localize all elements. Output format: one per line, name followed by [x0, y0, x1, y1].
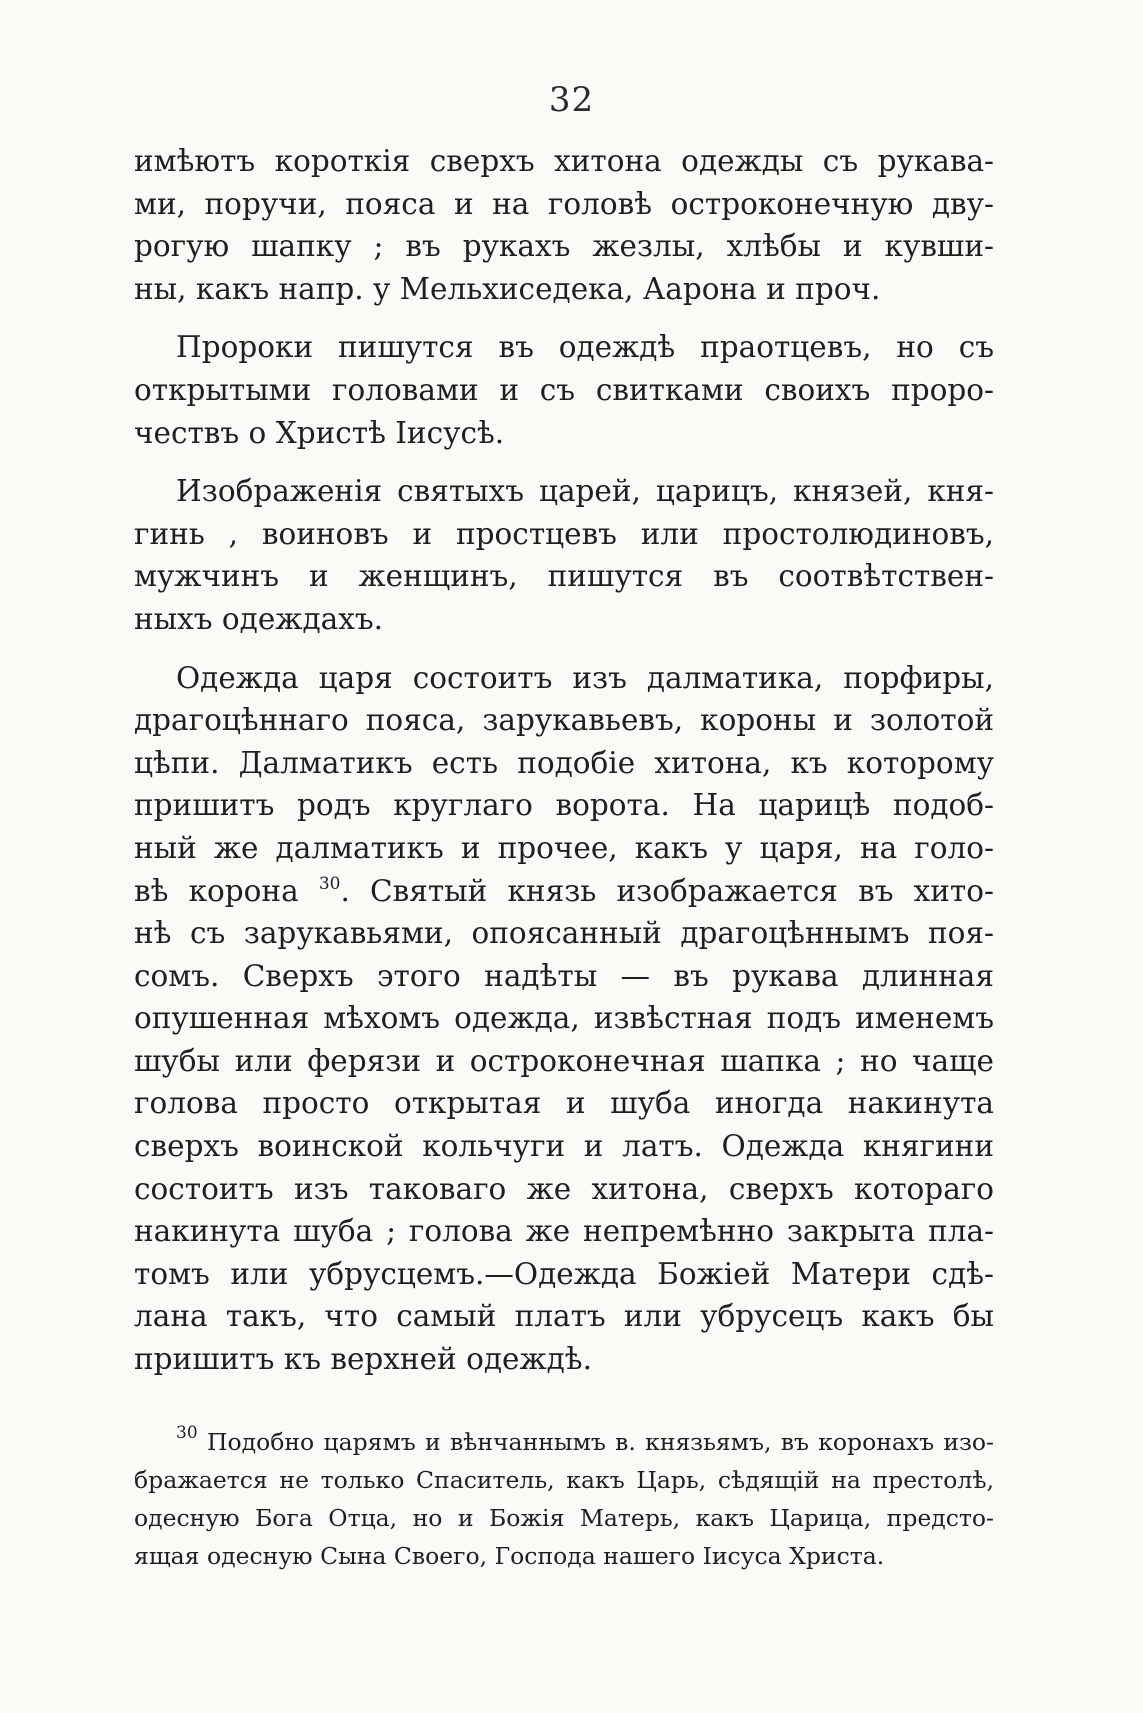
- text-line: ный же далматикъ и прочее, какъ у царя, на голо-: [134, 830, 994, 865]
- text-line: рогую шапку ; въ рукахъ жезлы, хлѣбы и кувши-: [134, 229, 994, 264]
- body-text: [134, 140, 994, 1381]
- text-line: чествъ о Христѣ Іисусѣ.: [134, 415, 505, 450]
- text-fragment: . Святый князь изображается въ хито-: [340, 873, 994, 908]
- text-line: накинута шуба ; голова же непремѣнно закрыта пла-: [134, 1214, 994, 1249]
- text-line: имѣютъ короткія сверхъ хитона одежды съ рукава-: [134, 144, 994, 178]
- text-line: ны, какъ напр. у Мельхиседека, Аарона и проч.: [134, 271, 881, 306]
- page-number: 32: [548, 80, 595, 120]
- footnote-marker: 30: [176, 1423, 198, 1443]
- text-line: томъ или убрусцемъ.—Одежда Божіей Матери сдѣ-: [134, 1256, 994, 1291]
- footnote-line: бражается не только Спаситель, какъ Царь, сѣдящій на престолѣ,: [134, 1466, 994, 1494]
- footnote-reference: 30: [318, 873, 341, 894]
- text-line: нѣ съ зарукавьями, опоясанный драгоцѣннымъ поя-: [134, 916, 994, 951]
- text-line: Одежда царя состоитъ изъ далматика, порфиры,: [176, 660, 994, 695]
- text-line: лана такъ, что самый платъ или убрусецъ какъ бы: [134, 1299, 994, 1334]
- text-line: драгоцѣннаго пояса, зарукавьевъ, короны и золотой: [134, 703, 994, 738]
- text-line: пришитъ къ верхней одеждѣ.: [134, 1342, 592, 1377]
- text-line: Изображенія святыхъ царей, царицъ, князей, кня-: [176, 474, 994, 509]
- footnote: [134, 1423, 994, 1575]
- text-line: сомъ. Сверхъ этого надѣты — въ рукава длинная: [134, 958, 994, 993]
- text-line: ныхъ одеждахъ.: [134, 601, 383, 636]
- text-fragment: вѣ корона: [134, 873, 299, 908]
- text-line: ми, поручи, пояса и на головѣ остроконечную дву-: [134, 186, 994, 221]
- text-line: Пророки пишутся въ одеждѣ праотцевъ, но съ: [176, 330, 994, 365]
- text-line: мужчинъ и женщинъ, пишутся въ соотвѣтствен-: [134, 559, 994, 594]
- footnote-line: ящая одесную Сына Своего, Господа нашего Іисуса Христа.: [134, 1542, 885, 1570]
- text-line-with-footnote: [134, 870, 994, 913]
- text-line: состоитъ изъ таковаго же хитона, сверхъ котораго: [134, 1171, 994, 1206]
- text-line: сверхъ воинской кольчуги и латъ. Одежда княгини: [134, 1129, 994, 1164]
- text-line: шубы или ферязи и остроконечная шапка ; но чаще: [134, 1043, 994, 1078]
- text-line: цѣпи. Далматикъ есть подобіе хитона, къ которому: [134, 745, 994, 780]
- text-line: гинь , воиновъ и простцевъ или простолюдиновъ,: [134, 516, 994, 551]
- text-line: опушенная мѣхомъ одежда, извѣстная подъ именемъ: [134, 1001, 994, 1036]
- text-line: открытыми головами и съ свитками своихъ проро-: [134, 372, 994, 407]
- footnote-line: [134, 1423, 994, 1461]
- footnote-text: Подобно царямъ и вѣнчаннымъ в. князьямъ, въ коронахъ изо-: [206, 1428, 994, 1456]
- text-line: голова просто открытая и шуба иногда накинута: [134, 1086, 994, 1121]
- footnote-line: одесную Бога Отца, но и Божія Матерь, какъ Царица, предсто-: [134, 1504, 994, 1532]
- text-line: пришитъ родъ круглаго ворота. На царицѣ подоб-: [134, 788, 994, 823]
